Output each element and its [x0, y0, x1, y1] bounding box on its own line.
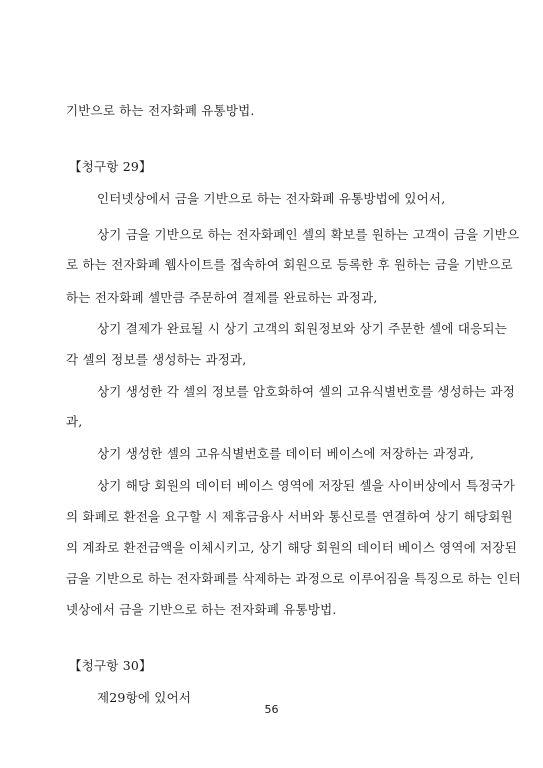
- text-line: 상기 생성한 셀의 고유식별번호를 데이터 베이스에 저장하는 과정과,: [97, 446, 475, 461]
- text-line: 각 셀의 정보를 생성하는 과정과,: [66, 352, 247, 367]
- text-line: 인터넷상에서 금을 기반으로 하는 전자화폐 유통방법에 있어서,: [97, 191, 446, 206]
- claim-29-heading: 【청구항 29】: [69, 159, 152, 174]
- text-line: 의 계좌로 환전금액을 이체시키고, 상기 해당 회원의 데이터 베이스 영역에 저장된: [66, 540, 517, 555]
- claim-30-heading: 【청구항 30】: [69, 658, 152, 673]
- text-line: 과,: [66, 414, 83, 429]
- page-number: 56: [264, 703, 279, 716]
- text-line: 금을 기반으로 하는 전자화폐를 삭제하는 과정으로 이루어짐을 특징으로 하는 인터: [66, 571, 521, 586]
- text-line: 상기 생성한 각 셀의 정보를 암호화하여 셀의 고유식별번호를 생성하는 과정: [97, 384, 516, 399]
- text-line: 상기 결제가 완료될 시 상기 고객의 회원정보와 상기 주문한 셀에 대응되는: [97, 321, 507, 336]
- text-line: 상기 해당 회원의 데이터 베이스 영역에 저장된 셀을 사이버상에서 특정국가: [97, 478, 516, 493]
- text-line: 상기 금을 기반으로 하는 전자화폐인 셀의 확보를 원하는 고객이 금을 기반으: [97, 227, 520, 242]
- text-line: 의 화폐로 환전을 요구할 시 제휴금융사 서버와 통신로를 연결하여 상기 해당회원: [66, 509, 513, 524]
- text-line: 제29항에 있어서: [97, 690, 192, 705]
- text-line: 로 하는 전자화폐 웹사이트를 접속하여 회원으로 등록한 후 원하는 금을 기반으로: [66, 257, 513, 272]
- text-line: 기반으로 하는 전자화폐 유통방법.: [66, 103, 255, 118]
- text-line: 넷상에서 금을 기반으로 하는 전자화폐 유통방법.: [66, 602, 337, 617]
- text-line: 하는 전자화폐 셀만큼 주문하여 결제를 완료하는 과정과,: [66, 290, 378, 305]
